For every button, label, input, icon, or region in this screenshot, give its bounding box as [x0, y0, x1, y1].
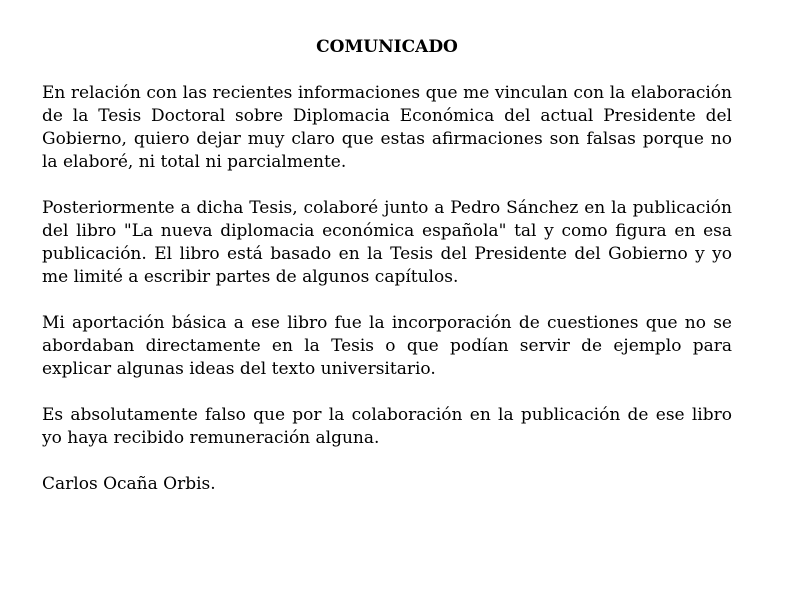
signature: Carlos Ocaña Orbis. [42, 474, 216, 494]
paragraph-1: En relación con las recientes informaciones que me vinculan con la elaboración de la Tesis Doctoral sobre Diplomacia Económica del actual Presidente del Gobierno, quiero dejar muy claro que estas afirmaciones son falsas porque no la elaboré, ni total ni parcialmente. [42, 83, 732, 172]
document-title: COMUNICADO [316, 37, 458, 57]
paragraph-4: Es absolutamente falso que por la colaboración en la publicación de ese libro yo haya recibido remuneración alguna. [42, 405, 732, 448]
paragraph-3: Mi aportación básica a ese libro fue la incorporación de cuestiones que no se abordaban directamente en la Tesis o que podían servir de ejemplo para explicar algunas ideas del texto universitario. [42, 313, 732, 379]
paragraph-2: Posteriormente a dicha Tesis, colaboré junto a Pedro Sánchez en la publicación del libro "La nueva diplomacia económica española" tal y como figura en esa publicación. El libro está basado en la Tesis del Presidente del Gobierno y yo me limité a escribir partes de algunos capítulos. [42, 198, 732, 287]
document-page [42, 36, 732, 496]
